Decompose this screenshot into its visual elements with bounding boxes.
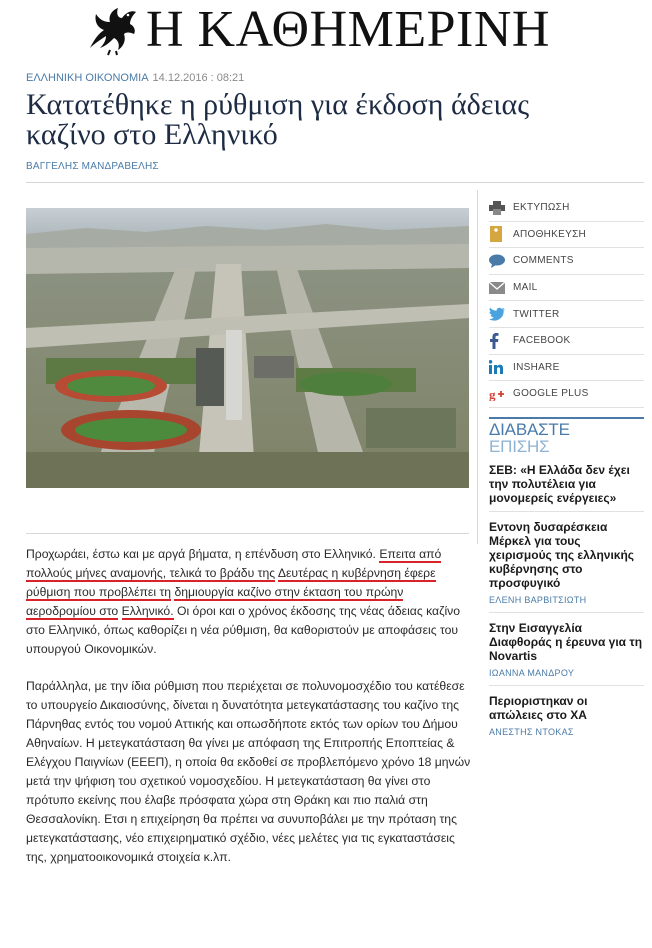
paragraph-text: Οι όροι και ο χρόνος έκδοσης της νέας άδειας καζίνο στο Ελληνικό, όπως καθορίζει η νέα ρύθμιση, θα καθοριστούν με αποφάσεις του υπουργού Οικονομικών. — [26, 604, 461, 656]
share-item-google-plus[interactable] — [489, 381, 644, 408]
divider — [26, 182, 644, 183]
author-link[interactable]: ΒΑΓΓΕΛΗΣ ΜΑΝΔΡΑΒΕΛΗΣ — [26, 161, 159, 172]
article-paragraph-2: Παράλληλα, με την ίδια ρύθμιση που περιέχεται σε πολυνομοσχέδιο του κατέθεσε το υπουργείο Δικαιοσύνης, δίνεται η δυνατότητα μετεγκατάστασης του καζίνο της Πάρνηθας εντός του νομού Αττικής και οπωσδήποτε εκτός των ορίων του Δήμου Αθηναίων. Η μετεγκατάσταση θα γίνει με απόφαση της Επιτροπής Εποπτείας & Ελέγχου Παιγνίων (ΕΕΕΠ), η οποία θα εκδοθεί σε προβλεπόμενο χρόνο 18 μηνών μετά την ψήφιση του σχετικού νομοσχεδίου. Η μετεγκατάσταση θα γίνει στο πρότυπο εκείνης που έλαβε πρόσφατα χώρα στη Θράκη και πιο παλιά στη Θεσσαλονίκη. Ετσι η επιχείρηση θα πρέπει να συνυποβάλει με την πρόταση της μετεγκατάστασης, νέο επιχειρηματικό σχέδιο, νέες μελέτες για τις εγκαταστάσεις της, χρηματοοικονομικά στοιχεία κ.λπ. — [26, 679, 471, 864]
share-item-inshare[interactable] — [489, 355, 644, 382]
mail-icon — [489, 280, 513, 296]
read-also-item-title[interactable]: Στην Εισαγγελία Διαφθοράς η έρευνα για τη Novartis — [489, 621, 643, 663]
share-item-print[interactable] — [489, 195, 644, 222]
article-photo — [26, 208, 469, 488]
share-label: FACEBOOK — [513, 335, 571, 347]
twitter-icon — [489, 306, 513, 322]
highlighted-text: Επειτα από πολλούς μήνες αναμονής, τελικά το βράδυ της — [26, 547, 442, 580]
masthead — [0, 0, 652, 62]
share-label: TWITTER — [513, 308, 560, 320]
share-label: ΕΚΤΥΠΩΣΗ — [513, 202, 570, 214]
divider — [489, 685, 644, 686]
share-label: ΑΠΟΘΗΚΕΥΣΗ — [513, 228, 587, 240]
facebook-icon — [489, 333, 513, 349]
divider — [489, 612, 644, 613]
read-also-item-title[interactable]: Εντονη δυσαρέσκεια Μέρκελ για τους χειρισμούς της ελληνικής κυβέρνησης στο προσφυγικό — [489, 520, 635, 590]
google-plus-icon — [489, 386, 513, 402]
column-divider — [477, 190, 478, 544]
read-also-item[interactable] — [489, 463, 644, 505]
read-also-item[interactable] — [489, 694, 644, 738]
divider — [489, 511, 644, 512]
article-body — [26, 545, 472, 885]
printer-icon — [489, 200, 513, 216]
read-also-item-title[interactable]: ΣΕΒ: «Η Ελλάδα δεν έχει την πολυτέλεια για μονομερείς ενέργειες» — [489, 463, 630, 505]
share-item-save[interactable] — [489, 222, 644, 249]
read-also-title — [489, 417, 644, 455]
article-paragraph-1 — [26, 545, 472, 659]
share-item-twitter[interactable] — [489, 301, 644, 328]
share-label: GOOGLE PLUS — [513, 388, 589, 400]
share-label: COMMENTS — [513, 255, 574, 267]
article-headline — [26, 90, 646, 150]
share-item-facebook[interactable] — [489, 328, 644, 355]
publish-date: 14.12.2016 : 08:21 — [152, 72, 245, 84]
share-label: MAIL — [513, 282, 538, 294]
linkedin-icon — [489, 359, 513, 375]
read-also-item-author[interactable]: ΙΩΑΝΝΑ ΜΑΝΔΡΟΥ — [489, 668, 575, 678]
headline-line-1: Κατατέθηκε η ρύθμιση για έκδοση άδειας — [26, 88, 530, 121]
share-label: INSHARE — [513, 361, 560, 373]
read-also-title-line-1: ΔΙΑΒΑΣΤΕ — [489, 420, 570, 439]
headline-line-2: καζίνο στο Ελληνικό — [26, 118, 278, 151]
read-also-item[interactable] — [489, 520, 644, 606]
article-meta — [26, 71, 244, 85]
read-also-title-line-2: ΕΠΙΣΗΣ — [489, 437, 550, 456]
read-also-item[interactable] — [489, 621, 644, 679]
share-item-mail[interactable] — [489, 275, 644, 302]
svg-text:g: g — [489, 386, 496, 401]
read-also-item-author[interactable]: ΕΛΕΝΗ ΒΑΡΒΙΤΣΙΩΤΗ — [489, 595, 587, 605]
read-also-item-author[interactable]: ΑΝΕΣΤΗΣ ΝΤΟΚΑΣ — [489, 727, 574, 737]
highlighted-text: Ελληνικό. — [121, 604, 174, 618]
divider — [26, 533, 469, 534]
bookmark-icon — [489, 226, 513, 242]
category-link[interactable]: ΕΛΛΗΝΙΚΗ ΟΙΚΟΝΟΜΙΑ — [26, 72, 149, 84]
highlighted-text: δημιουργία καζίνο στην έκταση του πρώην αεροδρομίου στο — [26, 585, 404, 618]
site-title[interactable]: Η ΚΑΘΗΜΕΡΙΝΗ — [146, 1, 550, 58]
share-item-comments[interactable] — [489, 248, 644, 275]
highlighted-text: Δευτέρας η κυβέρνηση έφερε ρύθμιση που προβλέπει τη — [26, 566, 436, 599]
comment-icon — [489, 253, 513, 269]
read-also-panel — [489, 417, 644, 738]
griffin-icon[interactable] — [84, 4, 140, 56]
read-also-item-title[interactable]: Περιοριστηκαν οι απώλειες στο ΧΑ — [489, 694, 588, 722]
paragraph-text: Προχωράει, έστω και με αργά βήματα, η επένδυση στο Ελληνικό. — [26, 547, 376, 561]
share-toolbar — [489, 195, 644, 408]
